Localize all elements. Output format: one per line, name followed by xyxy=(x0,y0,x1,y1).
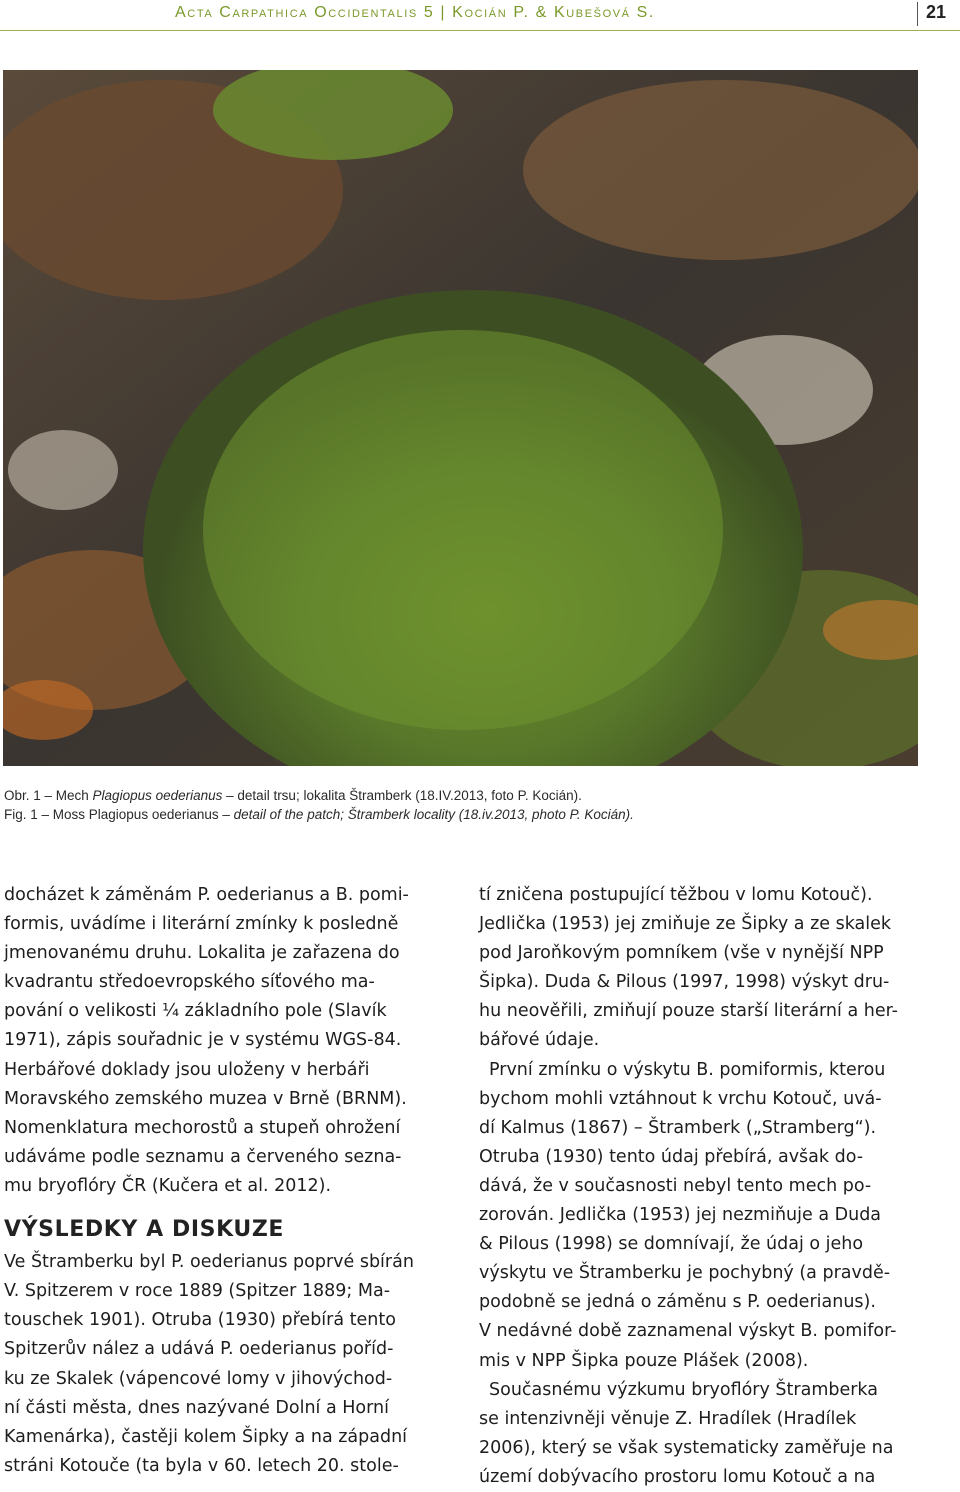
text-line: Nomenklatura mechorostů a stupeň ohrožení xyxy=(4,1117,401,1138)
text-line: dává, že v současnosti nebyl tento mech po- xyxy=(479,1175,872,1196)
text-line: Jedlička (1953) jej zmiňuje ze Šipky a ze skalek xyxy=(479,914,892,935)
text-line: stráni Kotouče (ta byla v 60. letech 20. stole- xyxy=(4,1455,399,1476)
text-line: Současnému výzkumu bryoflóry Štramberka xyxy=(489,1379,878,1400)
text-line: bychom mohli vztáhnout k vrchu Kotouč, uvá- xyxy=(479,1088,882,1109)
moss-photo xyxy=(3,70,918,766)
text-line: se intenzivněji věnuje Z. Hradílek (Hradílek xyxy=(479,1408,857,1429)
text-line: Šipka). Duda & Pilous (1997, 1998) výskyt dru- xyxy=(479,972,890,993)
header-rule xyxy=(0,30,960,31)
text-line: hu neověřili, zmiňují pouze starší literární a her- xyxy=(479,1001,898,1022)
text-column-right xyxy=(479,881,919,1492)
text-line: V. Spitzerem v roce 1889 (Spitzer 1889; Ma- xyxy=(4,1281,391,1302)
text-line: udáváme podle seznamu a červeného sezna- xyxy=(4,1146,402,1167)
section-heading: VÝSLEDKY A DISKUZE xyxy=(4,1217,285,1243)
text-line: & Pilous (1998) se domnívají, že údaj o jeho xyxy=(479,1234,864,1255)
running-header xyxy=(0,0,960,32)
text-column-left xyxy=(4,881,444,1481)
text-line: tí zničena postupující těžbou v lomu Kotouč). xyxy=(479,885,873,905)
text-line: ku ze Skalek (vápencové lomy v jihovýchod- xyxy=(4,1368,393,1389)
text-line: bářové údaje. xyxy=(479,1030,600,1051)
text-line: pování o velikosti ¼ základního pole (Slavík xyxy=(4,1001,387,1022)
text-line: 2006), který se však systematicky zaměřuje na xyxy=(479,1437,894,1458)
text-line: dí Kalmus (1867) – Štramberk („Stramberg“). xyxy=(479,1117,877,1138)
moss-photo-graphic xyxy=(3,70,918,766)
text-line: První zmínku o výskytu B. pomiformis, kterou xyxy=(489,1059,886,1080)
text-line: Spitzerův nález a udává P. oederianus poříd- xyxy=(4,1339,394,1360)
text-line: jmenovanému druhu. Lokalita je zařazena do xyxy=(4,943,400,964)
text-line: podobně se jedná o záměnu s P. oederianus). xyxy=(479,1292,876,1313)
header-divider xyxy=(917,2,918,26)
journal-title: Acta Carpathica Occidentalis 5 | Kocián P. & Kubešová S. xyxy=(175,4,655,21)
text-line: Otruba (1930) tento údaj přebírá, avšak do- xyxy=(479,1146,864,1167)
text-line: pod Jaroňkovým pomníkem (vše v nynější NPP xyxy=(479,943,884,964)
text-line: kvadrantu středoevropského síťového ma- xyxy=(4,972,375,993)
text-line: mu bryoflóry ČR (Kučera et al. 2012). xyxy=(4,1175,332,1196)
text-line: Moravského zemského muzea v Brně (BRNM). xyxy=(4,1088,407,1109)
text-line: Kamenárka), častěji kolem Šipky a na západní xyxy=(4,1426,408,1447)
text-line: 1971), zápis souřadnic je v systému WGS-84. xyxy=(4,1030,402,1051)
text-line: Ve Štramberku byl P. oederianus poprvé sbírán xyxy=(4,1252,414,1273)
text-line: Herbářové doklady jsou uloženy v herbáři xyxy=(4,1059,370,1080)
text-line: V nedávné době zaznamenal výskyt B. pomifor- xyxy=(479,1321,897,1342)
text-line: zorován. Jedlička (1953) jej nezmiňuje a Duda xyxy=(479,1205,882,1226)
text-line: touschek 1901). Otruba (1930) přebírá tento xyxy=(4,1310,396,1331)
text-line: ní části města, dnes nazývané Dolní a Horní xyxy=(4,1397,389,1418)
figure-caption xyxy=(4,786,634,824)
caption-czech: Obr. 1 – Mech Plagiopus oederianus – detail trsu; lokalita Štramberk (18.IV.2013, foto P. Kocián). xyxy=(4,788,582,803)
text-line: území dobývacího prostoru lomu Kotouč a na xyxy=(479,1466,876,1487)
text-line: mis v NPP Šipka pouze Plášek (2008). xyxy=(479,1350,809,1371)
caption-english: Fig. 1 – Moss Plagiopus oederianus – detail of the patch; Štramberk locality (18.iv.2013, photo P. Kocián). xyxy=(4,807,634,822)
text-line: formis, uvádíme i literární zmínky k posledně xyxy=(4,914,399,935)
text-line: docházet k záměnám P. oederianus a B. pomi- xyxy=(4,885,409,905)
page-number: 21 xyxy=(926,2,947,22)
text-line: výskytu ve Štramberku je pochybný (a pravdě- xyxy=(479,1263,891,1284)
